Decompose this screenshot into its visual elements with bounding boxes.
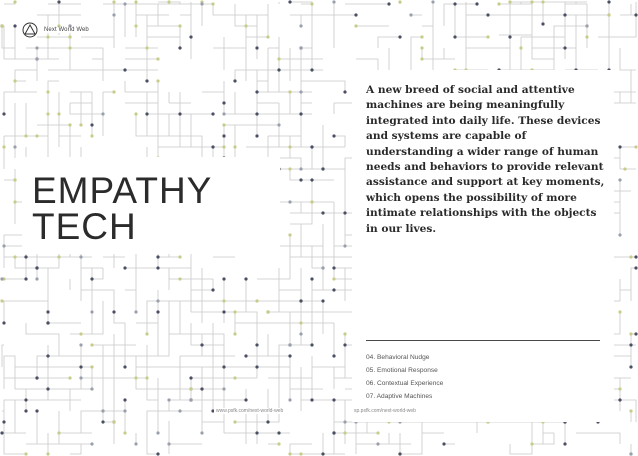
circuit-node: [24, 409, 27, 412]
circuit-node: [211, 288, 214, 291]
circuit-node: [79, 255, 82, 258]
circuit-node: [508, 0, 511, 3]
circuit-node: [233, 145, 236, 148]
circuit-node: [453, 35, 456, 38]
toc-item-contextual-experience[interactable]: 06. Contextual Experience: [366, 380, 444, 387]
circuit-node: [13, 0, 16, 3]
circuit-node: [277, 68, 280, 71]
circuit-node: [178, 46, 181, 49]
circuit-node: [156, 266, 159, 269]
circuit-node: [167, 0, 170, 3]
text-panel: [352, 70, 614, 422]
circuit-node: [332, 288, 335, 291]
circuit-node: [13, 24, 16, 27]
circuit-node: [288, 398, 291, 401]
circuit-node: [123, 266, 126, 269]
circuit-node: [288, 343, 291, 346]
circuit-node: [112, 0, 115, 3]
circuit-node: [211, 2, 214, 5]
circuit-node: [354, 13, 357, 16]
circuit-node: [112, 90, 115, 93]
circuit-node: [343, 332, 346, 335]
circuit-node: [35, 266, 38, 269]
circuit-node: [563, 46, 566, 49]
circuit-node: [299, 452, 302, 455]
circuit-node: [277, 431, 280, 434]
circuit-node: [101, 112, 104, 115]
circuit-node: [79, 123, 82, 126]
circuit-node: [24, 452, 27, 455]
circuit-node: [0, 24, 3, 27]
footer-link-left[interactable]: www.psfk.com/next-world-web: [216, 408, 284, 414]
circuit-node: [90, 387, 93, 390]
circuit-node: [200, 431, 203, 434]
circuit-node: [519, 46, 522, 49]
circuit-node: [244, 354, 247, 357]
circuit-node: [288, 233, 291, 236]
circuit-node: [233, 376, 236, 379]
brand-name: Next World Web: [44, 27, 89, 33]
circuit-node: [167, 398, 170, 401]
circuit-node: [563, 13, 566, 16]
circuit-node: [79, 343, 82, 346]
circuit-node: [310, 2, 313, 5]
circuit-node: [189, 35, 192, 38]
circuit-node: [189, 387, 192, 390]
title-line-2: TECH: [32, 206, 137, 247]
circuit-node: [189, 398, 192, 401]
circuit-node: [508, 35, 511, 38]
circuit-node: [200, 387, 203, 390]
circuit-node: [299, 299, 302, 302]
circuit-node: [541, 0, 544, 3]
circuit-node: [343, 211, 346, 214]
circuit-node: [79, 365, 82, 368]
circuit-node: [145, 46, 148, 49]
circuit-node: [453, 2, 456, 5]
circuit-node: [57, 255, 60, 258]
circuit-node: [530, 0, 533, 3]
circuit-node: [277, 123, 280, 126]
toc-item-behavioral-nudge[interactable]: 04. Behavioral Nudge: [366, 354, 430, 361]
circuit-node: [145, 332, 148, 335]
circuit-node: [200, 343, 203, 346]
circuit-node: [310, 68, 313, 71]
circuit-node: [79, 332, 82, 335]
circuit-node: [68, 376, 71, 379]
circuit-node: [134, 376, 137, 379]
page-title: [32, 170, 213, 247]
circuit-node: [530, 442, 533, 445]
circuit-node: [299, 46, 302, 49]
circuit-node: [634, 332, 637, 335]
circuit-node: [222, 365, 225, 368]
circuit-node: [134, 442, 137, 445]
circuit-node: [299, 332, 302, 335]
circuit-node: [35, 376, 38, 379]
circuit-node: [343, 431, 346, 434]
circuit-node: [634, 13, 637, 16]
circuit-node: [211, 145, 214, 148]
circuit-node: [123, 431, 126, 434]
circuit-node: [145, 376, 148, 379]
circuit-node: [46, 354, 49, 357]
circuit-node: [233, 79, 236, 82]
circuit-node: [343, 343, 346, 346]
circuit-node: [156, 452, 159, 455]
circuit-node: [618, 233, 621, 236]
circuit-node: [321, 452, 324, 455]
circuit-node: [0, 277, 3, 280]
circuit-node: [13, 200, 16, 203]
circuit-node: [211, 112, 214, 115]
circuit-node: [299, 167, 302, 170]
brand-logo[interactable]: [22, 22, 91, 38]
circuit-node: [299, 24, 302, 27]
triangle-in-circle-icon: [22, 22, 38, 38]
circuit-node: [0, 431, 3, 434]
circuit-node: [57, 0, 60, 3]
circuit-node: [332, 431, 335, 434]
circuit-node: [629, 452, 632, 455]
circuit-node: [222, 123, 225, 126]
circuit-node: [629, 343, 632, 346]
circuit-node: [123, 2, 126, 5]
circuit-node: [266, 310, 269, 313]
circuit-node: [563, 442, 566, 445]
circuit-node: [123, 68, 126, 71]
circuit-node: [288, 354, 291, 357]
circuit-node: [222, 310, 225, 313]
circuit-node: [244, 398, 247, 401]
circuit-node: [189, 376, 192, 379]
divider: [366, 340, 600, 341]
circuit-node: [629, 365, 632, 368]
circuit-node: [618, 310, 621, 313]
circuit-node: [233, 332, 236, 335]
circuit-node: [35, 409, 38, 412]
circuit-node: [101, 409, 104, 412]
circuit-node: [310, 277, 313, 280]
circuit-node: [321, 167, 324, 170]
circuit-node: [343, 90, 346, 93]
circuit-node: [46, 90, 49, 93]
circuit-node: [2, 112, 5, 115]
circuit-node: [156, 310, 159, 313]
circuit-node: [46, 321, 49, 324]
circuit-node: [156, 57, 159, 60]
circuit-node: [332, 134, 335, 137]
circuit-node: [178, 112, 181, 115]
circuit-node: [233, 310, 236, 313]
circuit-node: [90, 343, 93, 346]
circuit-node: [2, 420, 5, 423]
circuit-node: [277, 57, 280, 60]
circuit-node: [442, 442, 445, 445]
circuit-node: [387, 2, 390, 5]
circuit-node: [277, 442, 280, 445]
circuit-node: [24, 398, 27, 401]
circuit-node: [112, 13, 115, 16]
circuit-node: [222, 134, 225, 137]
circuit-node: [310, 145, 313, 148]
circuit-node: [167, 442, 170, 445]
circuit-node: [288, 0, 291, 3]
toc-item-adaptive-machines[interactable]: 07. Adaptive Machines: [366, 393, 433, 400]
circuit-node: [68, 46, 71, 49]
circuit-node: [607, 13, 610, 16]
circuit-node: [123, 409, 126, 412]
circuit-node: [321, 266, 324, 269]
circuit-node: [222, 387, 225, 390]
circuit-node: [255, 90, 258, 93]
intro-paragraph: A new breed of social and attentive machines are being meaningfully integrated into daily life. These devices and systems are capable of understanding a wider range of human needs and behaviors to provide relevant assistance and support at key moments, which opens the possibility of more intimate relationships with the objects in our lives.: [366, 84, 605, 235]
circuit-node: [2, 244, 5, 247]
circuit-node: [79, 376, 82, 379]
circuit-node: [90, 123, 93, 126]
circuit-node: [46, 452, 49, 455]
circuit-node: [46, 387, 49, 390]
circuit-node: [299, 90, 302, 93]
toc-item-emotional-response[interactable]: 05. Emotional Response: [366, 367, 438, 374]
circuit-node: [266, 420, 269, 423]
circuit-node: [332, 266, 335, 269]
circuit-node: [35, 134, 38, 137]
circuit-node: [634, 255, 637, 258]
circuit-node: [255, 343, 258, 346]
circuit-node: [134, 24, 137, 27]
circuit-node: [134, 0, 137, 3]
circuit-node: [310, 343, 313, 346]
circuit-node: [2, 321, 5, 324]
circuit-node: [475, 2, 478, 5]
circuit-node: [634, 266, 637, 269]
circuit-node: [13, 178, 16, 181]
circuit-node: [288, 145, 291, 148]
circuit-node: [2, 145, 5, 148]
circuit-node: [123, 365, 126, 368]
circuit-node: [310, 178, 313, 181]
circuit-node: [222, 299, 225, 302]
circuit-node: [134, 310, 137, 313]
circuit-node: [332, 398, 335, 401]
circuit-node: [145, 112, 148, 115]
footer-link-right[interactable]: sp.psfk.com/next-world-web: [354, 408, 416, 414]
circuit-node: [420, 35, 423, 38]
circuit-node: [90, 310, 93, 313]
circuit-node: [112, 310, 115, 313]
circuit-node: [288, 452, 291, 455]
circuit-node: [57, 112, 60, 115]
circuit-node: [90, 277, 93, 280]
circuit-node: [299, 112, 302, 115]
circuit-node: [618, 178, 621, 181]
circuit-node: [398, 0, 401, 3]
circuit-node: [299, 178, 302, 181]
circuit-node: [398, 35, 401, 38]
circuit-node: [24, 255, 27, 258]
circuit-node: [0, 299, 3, 302]
circuit-node: [13, 79, 16, 82]
circuit-node: [156, 299, 159, 302]
circuit-node: [255, 112, 258, 115]
circuit-node: [200, 2, 203, 5]
circuit-node: [332, 277, 335, 280]
title-line-1: EMPATHY: [32, 170, 213, 211]
circuit-node: [486, 35, 489, 38]
circuit-node: [288, 90, 291, 93]
circuit-node: [618, 398, 621, 401]
circuit-node: [623, 167, 626, 170]
title-box: [22, 157, 280, 254]
circuit-node: [123, 398, 126, 401]
circuit-node: [310, 200, 313, 203]
circuit-node: [24, 277, 27, 280]
circuit-node: [244, 277, 247, 280]
circuit-node: [255, 431, 258, 434]
circuit-node: [244, 24, 247, 27]
circuit-node: [222, 145, 225, 148]
circuit-node: [629, 255, 632, 258]
circuit-node: [90, 442, 93, 445]
circuit-node: [618, 387, 621, 390]
circuit-node: [57, 431, 60, 434]
circuit-node: [541, 22, 544, 25]
circuit-node: [266, 35, 269, 38]
circuit-node: [222, 101, 225, 104]
circuit-node: [486, 13, 489, 16]
circuit-node: [134, 112, 137, 115]
circuit-node: [13, 145, 16, 148]
circuit-node: [321, 299, 324, 302]
circuit-node: [431, 0, 434, 3]
circuit-node: [299, 321, 302, 324]
circuit-node: [398, 452, 401, 455]
circuit-node: [607, 0, 610, 3]
circuit-node: [156, 255, 159, 258]
circuit-node: [101, 420, 104, 423]
circuit-node: [145, 79, 148, 82]
circuit-node: [497, 2, 500, 5]
circuit-node: [629, 409, 632, 412]
circuit-node: [24, 134, 27, 137]
circuit-node: [585, 35, 588, 38]
circuit-node: [420, 57, 423, 60]
circuit-node: [156, 431, 159, 434]
circuit-node: [585, 24, 588, 27]
circuit-node: [321, 211, 324, 214]
circuit-node: [68, 123, 71, 126]
table-of-contents: [366, 351, 443, 403]
circuit-node: [222, 277, 225, 280]
circuit-node: [629, 332, 632, 335]
circuit-node: [255, 134, 258, 137]
circuit-node: [618, 145, 621, 148]
circuit-node: [376, 431, 379, 434]
circuit-node: [46, 112, 49, 115]
circuit-node: [255, 365, 258, 368]
circuit-node: [156, 79, 159, 82]
circuit-node: [178, 24, 181, 27]
circuit-node: [310, 398, 313, 401]
circuit-node: [288, 200, 291, 203]
circuit-node: [90, 365, 93, 368]
circuit-node: [255, 46, 258, 49]
circuit-node: [35, 57, 38, 60]
circuit-node: [178, 277, 181, 280]
circuit-node: [90, 134, 93, 137]
circuit-node: [420, 46, 423, 49]
circuit-node: [233, 420, 236, 423]
circuit-node: [288, 167, 291, 170]
circuit-node: [222, 112, 225, 115]
circuit-node: [255, 299, 258, 302]
circuit-node: [35, 277, 38, 280]
circuit-node: [178, 255, 181, 258]
circuit-node: [376, 442, 379, 445]
circuit-node: [112, 420, 115, 423]
circuit-node: [332, 354, 335, 357]
circuit-node: [178, 409, 181, 412]
circuit-node: [332, 0, 335, 3]
circuit-node: [354, 24, 357, 27]
circuit-node: [46, 310, 49, 313]
circuit-node: [409, 13, 412, 16]
circuit-node: [634, 145, 637, 148]
circuit-node: [343, 244, 346, 247]
circuit-node: [35, 46, 38, 49]
circuit-node: [13, 255, 16, 258]
circuit-node: [343, 420, 346, 423]
